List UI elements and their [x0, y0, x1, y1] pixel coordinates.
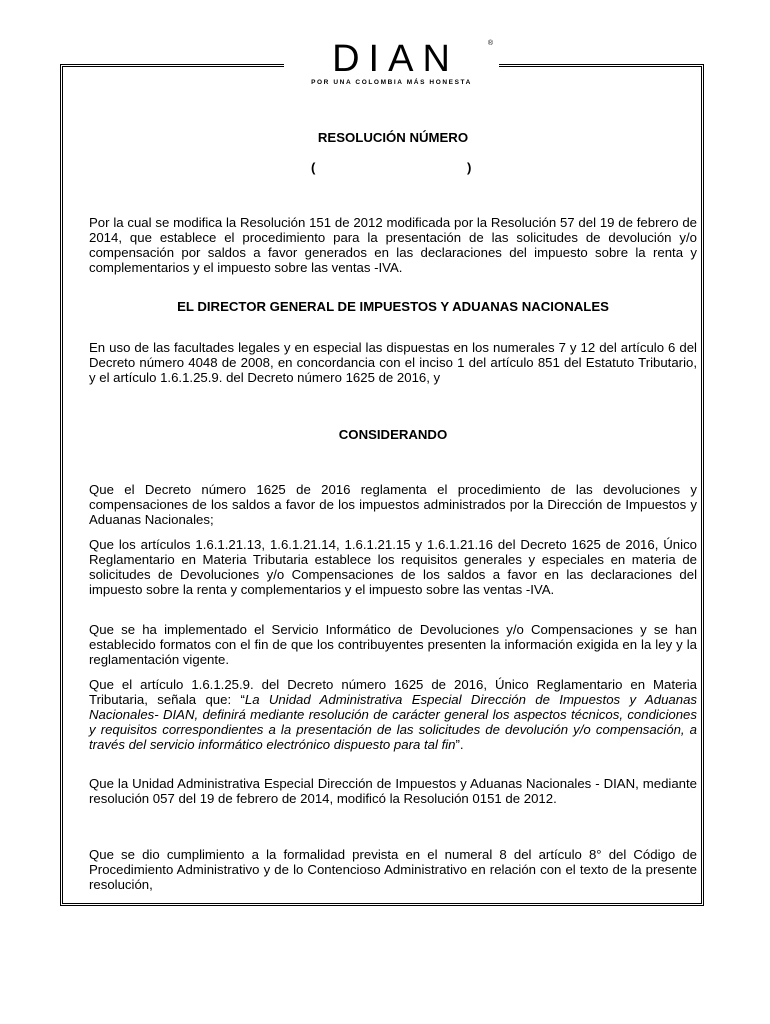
considerando-6: Que se dio cumplimiento a la formalidad prevista en el numeral 8 del artículo 8° del Código de Procedimiento Administrativo y de lo Contencioso Administrativo en relación con el texto de la presente resolución, — [89, 847, 697, 892]
c4-quote: La Unidad Administrativa Especial Dirección de Impuestos y Aduanas Nacionales- DIAN, definirá mediante resolución de carácter general los aspectos técnicos, condiciones y requisitos correspondientes a la presentación de las solicitudes de devolución y/o compensación, a través del servicio informático electrónico dispuesto para tal fin — [89, 692, 697, 752]
considerando-3: Que se ha implementado el Servicio Informático de Devoluciones y/o Compensaciones y se han establecido formatos con el fin de que los contribuyentes presenten la información exigida en la ley y la reglamentación vigente. — [89, 622, 697, 667]
open-paren: ( — [311, 160, 316, 175]
considerando-2: Que los artículos 1.6.1.21.13, 1.6.1.21.14, 1.6.1.21.15 y 1.6.1.21.16 del Decreto 1625 de 2016, Único Reglamentario en Materia Tributaria establece los requisitos generales y especiales en materia de solicitudes de Devoluciones y/o Compensaciones de los saldos a favor en las declaraciones del impuesto sobre la renta y complementarios y el impuesto sobre las ventas -IVA. — [89, 537, 697, 597]
considerando-5: Que la Unidad Administrativa Especial Dirección de Impuestos y Aduanas Nacionales - DIAN, mediante resolución 057 del 19 de febrero de 2014, modificó la Resolución 0151 de 2012. — [89, 776, 697, 806]
c4-lead: Que el artículo 1.6.1.25.9. del Decreto número 1625 de 2016, Único Reglamentario en Materia Tributaria, señala que: “ — [89, 677, 697, 707]
considerando-heading: CONSIDERANDO — [338, 427, 448, 442]
considerando-1: Que el Decreto número 1625 de 2016 reglamenta el procedimiento de las devoluciones y compensaciones de los saldos a favor de los impuestos administrados por la Dirección de Impuestos y Aduanas Nacionales; — [89, 482, 697, 527]
close-paren: ) — [467, 160, 472, 175]
considerando-4 — [89, 677, 697, 752]
registered-mark: ® — [487, 40, 493, 47]
powers-paragraph: En uso de las facultades legales y en especial las dispuestas en los numerales 7 y 12 del artículo 6 del Decreto número 4048 de 2008, en concordancia con el inciso 1 del artículo 851 del Estatuto Tributario, y el artículo 1.6.1.25.9. del Decreto número 1625 de 2016, y — [89, 340, 697, 385]
logo-wordmark: DIAN — [332, 38, 459, 80]
intro-paragraph: Por la cual se modifica la Resolución 151 de 2012 modificada por la Resolución 57 del 19 de febrero de 2014, que establece el procedimiento para la presentación de las solicitudes de devolución y/o compensación por saldos a favor generados en las declaraciones del impuesto sobre la renta y complementarios y el impuesto sobre las ventas -IVA. — [89, 215, 697, 275]
logo-tagline: POR UNA COLOMBIA MÁS HONESTA — [311, 79, 472, 86]
authority-heading: EL DIRECTOR GENERAL DE IMPUESTOS Y ADUANAS NACIONALES — [177, 299, 609, 314]
dian-logo — [284, 40, 499, 88]
resolution-title: RESOLUCIÓN NÚMERO — [317, 130, 469, 145]
c4-tail: ”. — [455, 737, 464, 752]
